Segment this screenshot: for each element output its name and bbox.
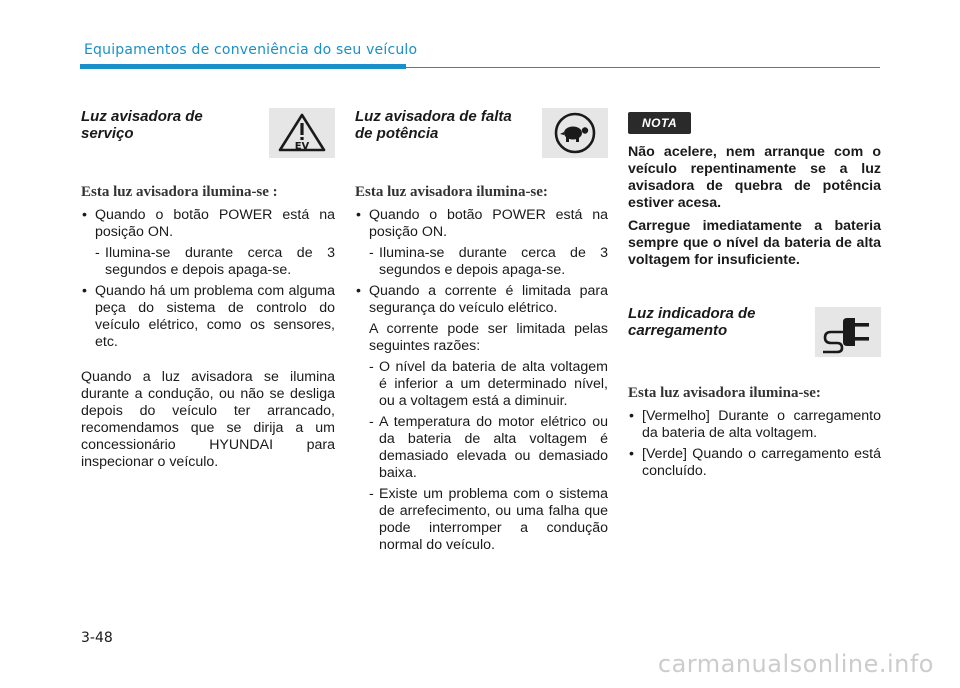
list-item: • Quando o botão POWER está na posição ON.: [355, 207, 608, 241]
nota-badge: NOTA: [628, 112, 691, 134]
list-item: • [Vermelho] Durante o carregamento da bateria de alta voltagem.: [628, 408, 881, 442]
power-down-title: Luz avisadora de falta de potência: [355, 108, 512, 142]
note-paragraph: Carregue imediatamente a bateria sempre que o nível da bateria de alta voltagem for insuficiente.: [628, 218, 881, 268]
list-item: • Quando o botão POWER está na posição ON.: [81, 207, 335, 241]
list-subitem: - A temperatura do motor elétrico ou da bateria de alta voltagem é demasiado elevada ou demasiado baixa.: [369, 414, 608, 481]
list-item: • Quando há um problema com alguma peça do sistema de controlo do veículo elétrico, como os sensores, etc.: [81, 283, 335, 351]
turtle-power-limited-icon: [542, 108, 608, 158]
section-header: Equipamentos de conveniência do seu veículo: [84, 42, 418, 58]
service-warning-title: Luz avisadora de serviço: [81, 108, 203, 142]
charging-heading: [628, 305, 881, 369]
column-service-warning: [81, 108, 335, 471]
service-warning-heading: [81, 108, 335, 168]
list-subitem: - O nível da bateria de alta voltagem é inferior a um determinado nível, ou a voltagem está a diminuir.: [369, 359, 608, 409]
column-power-down-warning: [355, 108, 608, 558]
header-accent-bar: [80, 64, 406, 69]
list-subitem: - Ilumina-se durante cerca de 3 segundos e depois apaga-se.: [95, 245, 335, 278]
ev-service-warning-icon: [269, 108, 335, 158]
list-item: • [Verde] Quando o carregamento está concluído.: [628, 446, 881, 480]
power-down-subtitle: Esta luz avisadora ilumina-se:: [355, 184, 548, 200]
service-warning-paragraph: Quando a luz avisadora se ilumina durante a condução, ou não se desliga depois do veículo ter arrancado, recomendamos que se dirija a um concessionário HYUNDAI para inspecionar o veículo.: [81, 369, 335, 470]
column-note-charging: [628, 108, 881, 484]
page-number: 3-48: [81, 630, 113, 646]
list-item: • Quando a corrente é limitada para segurança do veículo elétrico.: [355, 283, 608, 317]
power-down-heading: [355, 108, 608, 168]
watermark: carmanualsonline.info: [657, 650, 934, 678]
list-subitem: - Existe um problema com o sistema de arrefecimento, ou uma falha que pode interromper a condução normal do veículo.: [369, 486, 608, 553]
service-warning-subtitle: Esta luz avisadora ilumina-se :: [81, 184, 278, 200]
note-paragraph: Não acelere, nem arranque com o veículo repentinamente se a luz avisadora de quebra de potência estiver acesa.: [628, 144, 881, 211]
list-subparagraph: A corrente pode ser limitada pelas seguintes razões:: [369, 321, 608, 354]
list-subitem: - Ilumina-se durante cerca de 3 segundos e depois apaga-se.: [369, 245, 608, 278]
header-rule: [406, 67, 880, 68]
charging-title: Luz indicadora de carregamento: [628, 305, 756, 339]
charging-subtitle: Esta luz avisadora ilumina-se:: [628, 385, 821, 401]
charging-indicator-section: [628, 305, 881, 480]
charging-plug-icon: [815, 307, 881, 357]
svg-text:EV: EV: [294, 141, 310, 152]
